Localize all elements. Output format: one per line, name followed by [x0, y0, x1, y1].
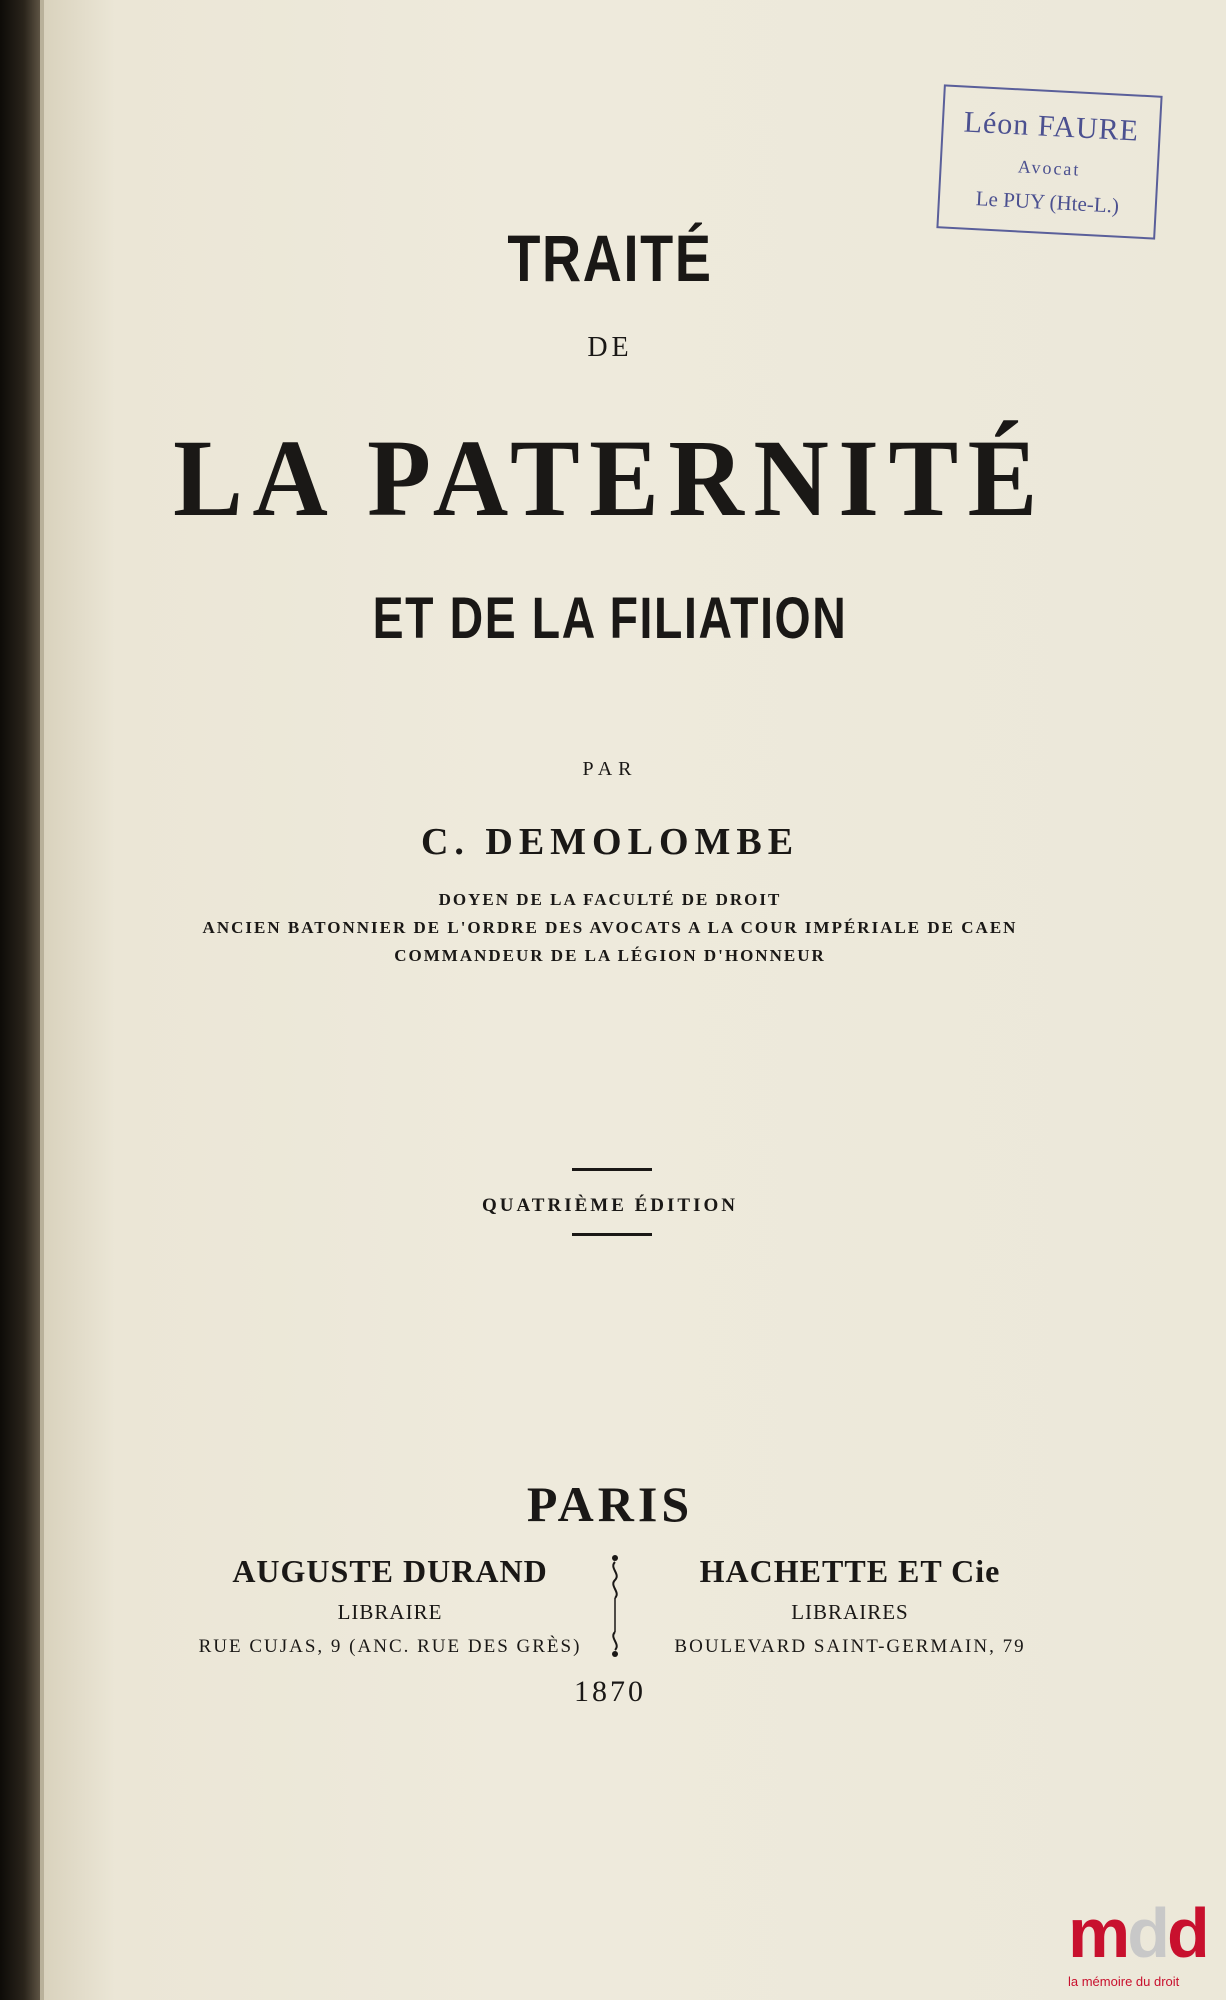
divider-rule [572, 1168, 652, 1171]
owner-stamp [936, 84, 1162, 239]
imprint-city: PARIS [526, 1476, 694, 1532]
author-credential: ANCIEN BATONNIER DE L'ORDRE DES AVOCATS A LA COUR IMPÉRIALE DE CAEN [202, 918, 1018, 937]
author-name: C. DEMOLOMBE [420, 821, 800, 863]
publication-year: 1870 [574, 1675, 646, 1708]
stamp-role: Avocat [1017, 156, 1081, 180]
divider-rule [572, 1233, 652, 1236]
ornament-divider-icon [605, 1552, 625, 1660]
subtitle: ET DE LA FILIATION [372, 586, 848, 651]
book-spine [0, 0, 40, 2000]
title-line-2: DE [587, 332, 633, 363]
publisher-name: HACHETTE ET Cie [699, 1553, 1001, 1589]
mdd-logo [1068, 1894, 1218, 1993]
author-credential: DOYEN DE LA FACULTÉ DE DROIT [438, 890, 782, 909]
stamp-name: Léon FAURE [962, 105, 1140, 148]
title-line-1: TRAITÉ [507, 221, 713, 295]
author-credential: COMMANDEUR DE LA LÉGION D'HONNEUR [394, 946, 826, 965]
publisher-role: LIBRAIRE [337, 1600, 443, 1624]
by-label: PAR [582, 758, 638, 780]
stamp-location: Le PUY (Hte-L.) [975, 186, 1120, 218]
main-title: LA PATERNITÉ [173, 417, 1047, 539]
logo-mark: mdd [1068, 1894, 1207, 1972]
publisher-name: AUGUSTE DURAND [232, 1553, 548, 1589]
edition-label: QUATRIÈME ÉDITION [482, 1195, 738, 1216]
publisher-address: BOULEVARD SAINT-GERMAIN, 79 [674, 1636, 1026, 1657]
publisher-role: LIBRAIRES [791, 1600, 909, 1624]
publisher-address: RUE CUJAS, 9 (ANC. RUE DES GRÈS) [198, 1636, 582, 1657]
logo-tagline: la mémoire du droit [1068, 1974, 1180, 1989]
